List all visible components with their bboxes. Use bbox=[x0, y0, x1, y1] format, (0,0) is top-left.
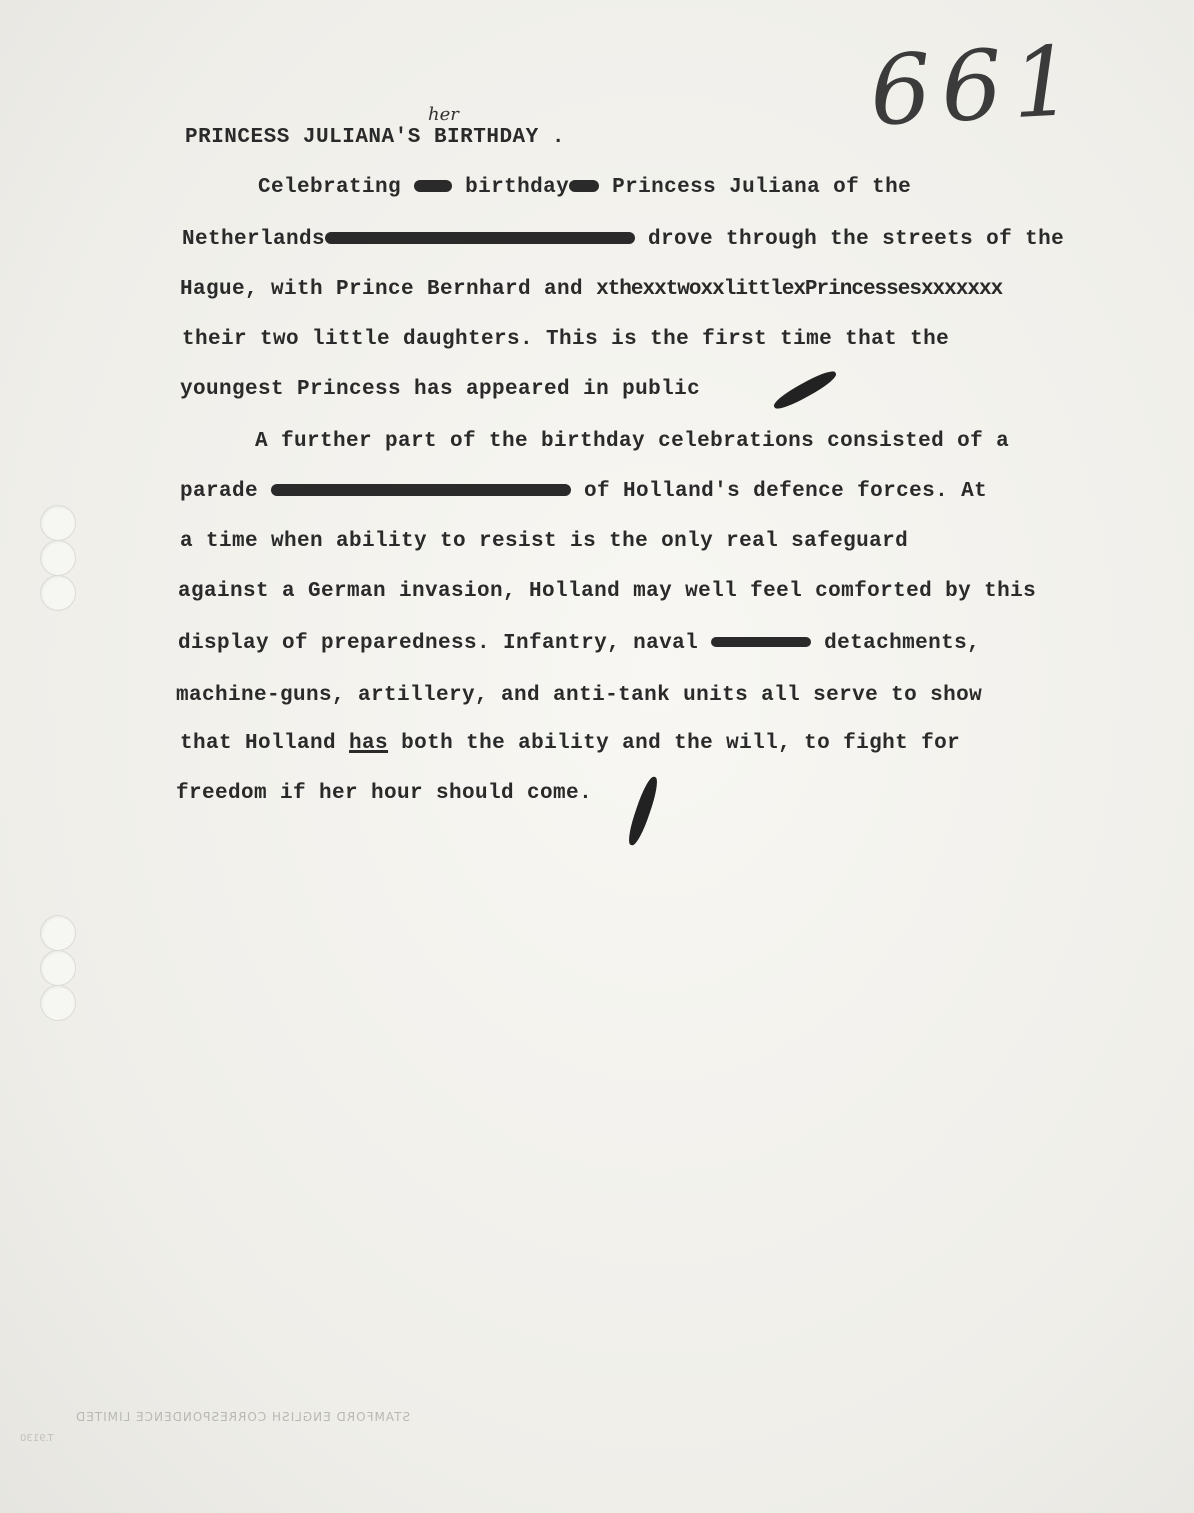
ink-strikeout bbox=[569, 180, 599, 192]
typed-strikeout: xthexxtwoxxlittlexPrincessesxxxxxxx bbox=[596, 278, 1003, 301]
ink-strikeout bbox=[271, 484, 571, 496]
punch-hole bbox=[40, 950, 76, 986]
text-line: that Holland has both the ability and the will, to fight for bbox=[180, 732, 961, 755]
ink-strikeout bbox=[711, 637, 811, 647]
punch-hole bbox=[40, 985, 76, 1021]
text-line: display of preparedness. Infantry, naval detachments, bbox=[178, 632, 981, 655]
ink-end-mark bbox=[625, 775, 661, 848]
text-line: against a German invasion, Holland may well feel comforted by this bbox=[178, 580, 1037, 603]
handwritten-insert: her bbox=[428, 104, 459, 125]
ink-strikeout bbox=[414, 180, 452, 192]
text-line: A further part of the birthday celebrations consisted of a bbox=[255, 430, 1010, 453]
text-line: Netherlands drove through the streets of the bbox=[182, 228, 1065, 251]
punch-hole bbox=[40, 575, 76, 611]
text-line: Hague, with Prince Bernhard and xthexxtwoxxlittlexPrincessesxxxxxxx bbox=[180, 278, 1003, 301]
text-line: a time when ability to resist is the only real safeguard bbox=[180, 530, 909, 553]
punch-hole bbox=[40, 505, 76, 541]
ink-strikeout bbox=[325, 232, 635, 244]
text-line: freedom if her hour should come. bbox=[176, 782, 593, 805]
handwritten-page-number: 661 bbox=[867, 24, 1087, 148]
text-line: youngest Princess has appeared in public bbox=[180, 378, 701, 401]
bleed-through-footer: STAMFORD ENGLISH CORRESPONDENCE LIMITED bbox=[75, 1410, 411, 1424]
text-line: parade of Holland's defence forces. At bbox=[180, 480, 988, 503]
punch-hole bbox=[40, 915, 76, 951]
ink-mark bbox=[771, 367, 839, 412]
underlined-word: has bbox=[349, 732, 389, 755]
text-line: machine-guns, artillery, and anti-tank units all serve to show bbox=[176, 684, 983, 707]
text-line: their two little daughters. This is the first time that the bbox=[182, 328, 950, 351]
document-title: PRINCESS JULIANA'S BIRTHDAY . bbox=[185, 126, 565, 149]
bleed-through-code: T.9130 bbox=[20, 1433, 54, 1444]
text-line: Celebrating birthday Princess Juliana of the bbox=[258, 176, 912, 199]
punch-hole bbox=[40, 540, 76, 576]
